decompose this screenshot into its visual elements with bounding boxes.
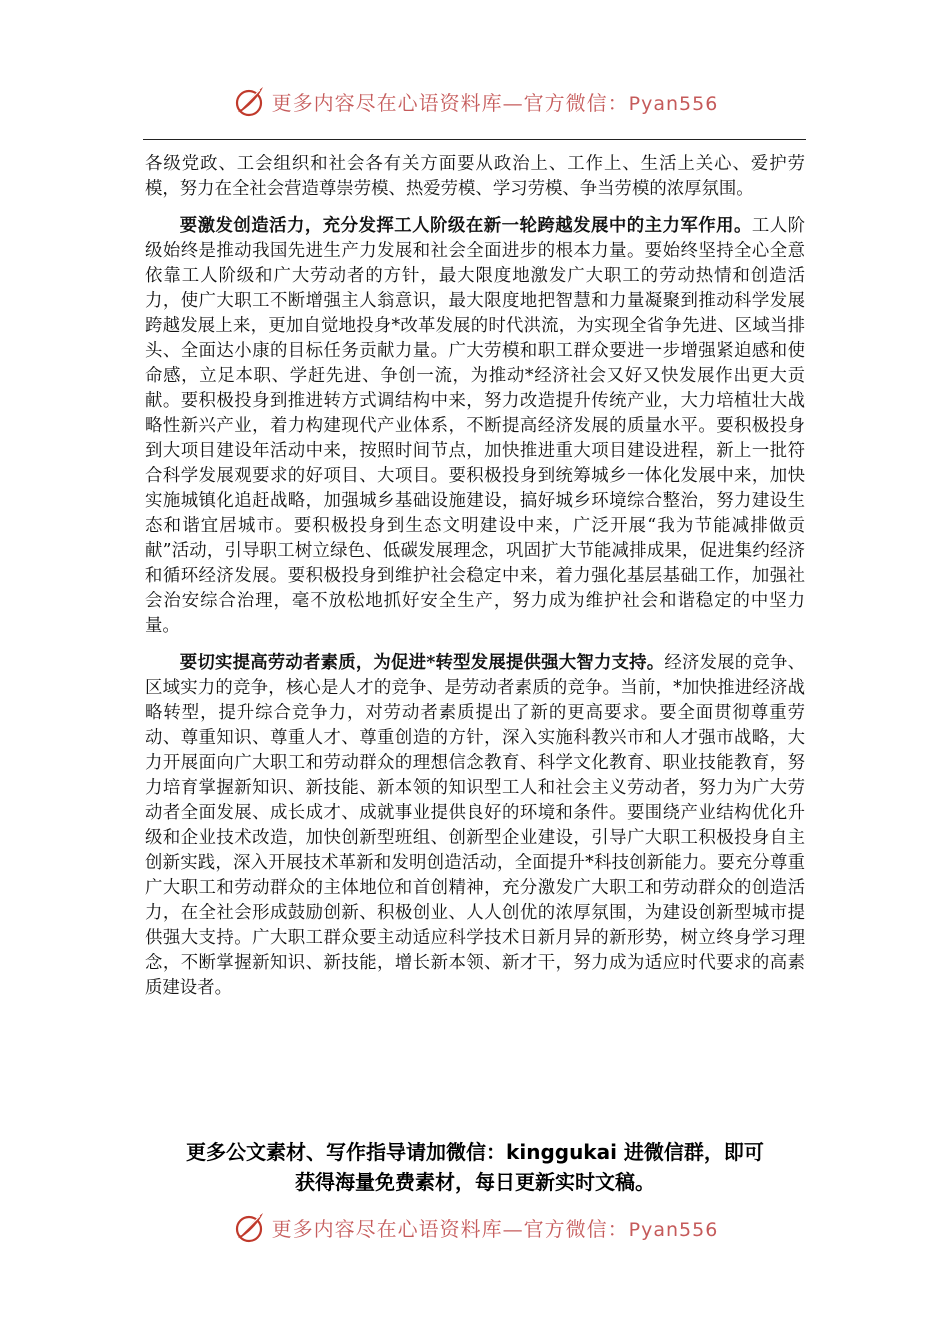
paragraph-2-heading: 要激发创造活力，充分发挥工人阶级在新一轮跨越发展中的主力军作用。 [179, 216, 752, 236]
promo-line-1: 更多公文素材、写作指导请加微信：kinggukai 进微信群，即可 [186, 1140, 764, 1164]
header-divider [143, 139, 806, 140]
footer-banner-text: 更多内容尽在心语资料库—官方微信：Pyan556 [271, 1216, 719, 1241]
header-banner-text: 更多内容尽在心语资料库—官方微信：Pyan556 [271, 90, 719, 115]
header-banner [0, 84, 950, 118]
document-body [145, 152, 805, 1013]
quill-logo-icon [232, 84, 266, 118]
paragraph-3-text: 经济发展的竞争、区域实力的竞争，核心是人才的竞争、是劳动者素质的竞争。当前，*加快推进经济战略转型，提升综合竞争力，对劳动者素质提出了新的更高要求。要全面贯彻尊重劳动、尊重知识、尊重人才、尊重创造的方针，深入实施科教兴市和人才强市战略，大力开展面向广大职工和劳动群众的理想信念教育、科学文化教育、职业技能教育，努力培育掌握新知识、新技能、新本领的知识型工人和社会主义劳动者，努力为广大劳动者全面发展、成长成才、成就事业提供良好的环境和条件。要围绕产业结构优化升级和企业技术改造，加快创新型班组、创新型企业建设，引导广大职工积极投身自主创新实践，深入开展技术革新和发明创造活动，全面提升*科技创新能力。要充分尊重广大职工和劳动群众的主体地位和首创精神，充分激发广大职工和劳动群众的创造活力，在全社会形成鼓励创新、积极创业、人人创优的浓厚氛围，为建设创新型城市提供强大支持。广大职工群众要主动适应科学技术日新月异的新形势，树立终身学习理念，不断掌握新知识、新技能，增长新本领、新才干，努力成为适应时代要求的高素质建设者。 [145, 653, 805, 998]
paragraph-3-heading: 要切实提高劳动者素质，为促进*转型发展提供强大智力支持。 [179, 653, 665, 673]
paragraph-2-text: 工人阶级始终是推动我国先进生产力发展和社会全面进步的根本力量。要始终坚持全心全意依靠工人阶级和广大劳动者的方针，最大限度地激发广大职工的劳动热情和创造活力，使广大职工不断增强主人翁意识，最大限度地把智慧和力量凝聚到推动科学发展跨越发展上来，更加自觉地投身*改革发展的时代洪流，为实现全省争先进、区域当排头、全面达小康的目标任务贡献力量。广大劳模和职工群众要进一步增强紧迫感和使命感，立足本职、学赶先进、争创一流，为推动*经济社会又好又快发展作出更大贡献。要积极投身到推进转方式调结构中来，努力改造提升传统产业，大力培植壮大战略性新兴产业，着力构建现代产业体系，不断提高经济发展的质量水平。要积极投身到大项目建设年活动中来，按照时间节点，加快推进重大项目建设进程，新上一批符合科学发展观要求的好项目、大项目。要积极投身到统筹城乡一体化发展中来，加快实施城镇化追赶战略，加强城乡基础设施建设，搞好城乡环境综合整治，努力建设生态和谐宜居城市。要积极投身到生态文明建设中来，广泛开展“我为节能减排做贡献”活动，引导职工树立绿色、低碳发展理念，巩固扩大节能减排成果，促进集约经济和循环经济发展。要积极投身到维护社会稳定中来，着力强化基层基础工作，加强社会治安综合治理，毫不放松地抓好安全生产，努力成为维护社会和谐稳定的中坚力量。 [145, 216, 805, 636]
promo-cta [100, 1137, 850, 1197]
paragraph-1: 各级党政、工会组织和社会各有关方面要从政治上、工作上、生活上关心、爱护劳模，努力在全社会营造尊崇劳模、热爱劳模、学习劳模、争当劳模的浓厚氛围。 [145, 154, 805, 199]
promo-line-2: 获得海量免费素材，每日更新实时文稿。 [295, 1170, 655, 1194]
paragraph-3 [145, 651, 805, 1001]
quill-logo-icon [232, 1210, 266, 1244]
paragraph-2 [145, 214, 805, 639]
footer-banner [0, 1210, 950, 1244]
